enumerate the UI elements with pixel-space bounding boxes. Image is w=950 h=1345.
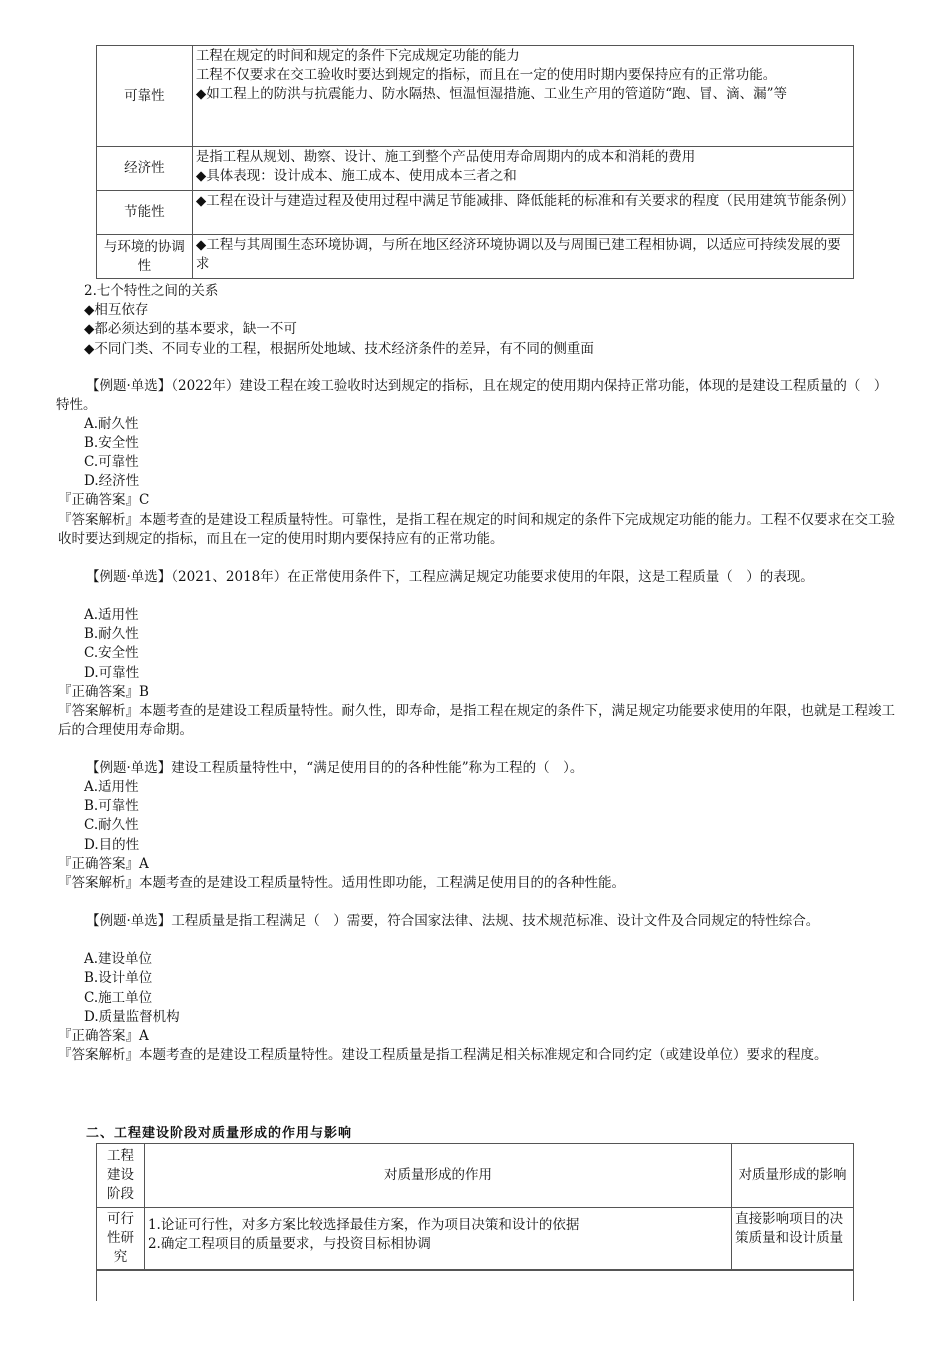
- row-label: 与环境的协调性: [97, 235, 193, 279]
- option-a: A.建设单位: [84, 951, 153, 967]
- header-impact: 对质量形成的影响: [732, 1144, 854, 1208]
- option-d: D.经济性: [84, 473, 140, 489]
- correct-answer: 『正确答案』A: [58, 856, 149, 872]
- option-a: A.适用性: [84, 607, 139, 623]
- answer-analysis: 『答案解析』本题考查的是建设工程质量特性。适用性即功能，工程满足使用目的的各种性能。: [58, 875, 625, 891]
- correct-answer: 『正确答案』A: [58, 1028, 149, 1044]
- question-stem: 【例题·单选】建设工程质量特性中，“满足使用目的的各种性能”称为工程的（ ）。: [86, 760, 584, 776]
- option-d: D.目的性: [84, 837, 140, 853]
- table-row: [97, 191, 854, 235]
- role-line: 2.确定工程项目的质量要求，与投资目标相协调: [147, 1236, 431, 1252]
- row-content: [192, 147, 853, 191]
- content-line: 是指工程从规划、勘察、设计、施工到整个产品使用寿命周期内的成本和消耗的费用: [195, 149, 696, 165]
- answer-analysis: 『答案解析』本题考查的是建设工程质量特性。建设工程质量是指工程满足相关标准规定和合同约定（或建设单位）要求的程度。: [58, 1047, 828, 1063]
- stages-table: [96, 1143, 854, 1270]
- option-c: C.施工单位: [84, 990, 153, 1006]
- content-line: ◆具体表现：设计成本、施工成本、使用成本三者之和: [195, 168, 517, 184]
- header-role: 对质量形成的作用: [144, 1144, 731, 1208]
- content-line: ◆如工程上的防洪与抗震能力、防水隔热、恒温恒湿措施、工业生产用的管道防“跑、冒、滴、漏”等: [195, 86, 787, 102]
- table-row: [97, 46, 854, 147]
- option-b: B.耐久性: [84, 626, 139, 642]
- content-line: ◆工程在设计与建造过程及使用过程中满足节能减排、降低能耗的标准和有关要求的程度（民用建筑节能条例）: [195, 193, 855, 209]
- option-d: D.可靠性: [84, 665, 140, 681]
- row-content: [192, 46, 853, 147]
- table-row: [97, 235, 854, 279]
- relation-item: ◆都必须达到的基本要求，缺一不可: [84, 321, 297, 337]
- option-c: C.可靠性: [84, 454, 139, 470]
- relation-item: ◆不同门类、不同专业的工程，根据所处地域、技术经济条件的差异，有不同的侧重面: [84, 341, 594, 357]
- row-label: 可靠性: [97, 46, 193, 147]
- role-line: 1.论证可行性，对多方案比较选择最佳方案，作为项目决策和设计的依据: [147, 1217, 580, 1233]
- content-line: ◆工程与其周围生态环境协调，与所在地区经济环境协调以及与周围已建工程相协调，以适应可持续发展的要求: [195, 237, 841, 272]
- relations-title: 2.七个特性之间的关系: [84, 283, 219, 299]
- option-b: B.安全性: [84, 435, 139, 451]
- characteristics-table: [96, 45, 854, 279]
- stage-cell: 可行性研究: [97, 1208, 145, 1270]
- answer-analysis: 『答案解析』本题考查的是建设工程质量特性。耐久性，即寿命，是指工程在规定的条件下，满足规定功能要求使用的年限，也就是工程竣工后的合理使用寿命期。: [58, 703, 895, 738]
- relation-item: ◆相互依存: [84, 302, 149, 318]
- impact-cell: 直接影响项目的决策质量和设计质量: [732, 1208, 854, 1270]
- option-c: C.安全性: [84, 645, 139, 661]
- option-d: D.质量监督机构: [84, 1009, 180, 1025]
- table-row: [97, 147, 854, 191]
- row-content: [192, 235, 853, 279]
- table-row: [97, 1208, 854, 1270]
- option-b: B.设计单位: [84, 970, 153, 986]
- option-b: B.可靠性: [84, 798, 139, 814]
- section-title: 二、工程建设阶段对质量形成的作用与影响: [86, 1126, 353, 1141]
- header-stage: 工程建设阶段: [97, 1144, 145, 1208]
- option-a: A.耐久性: [84, 416, 139, 432]
- question-stem: 【例题·单选】工程质量是指工程满足（ ）需要，符合国家法律、法规、技术规范标准、设计文件及合同规定的特性综合。: [86, 913, 820, 929]
- row-label: 经济性: [97, 147, 193, 191]
- option-c: C.耐久性: [84, 817, 139, 833]
- row-label: 节能性: [97, 191, 193, 235]
- question-stem: 【例题·单选】（2022年）建设工程在竣工验收时达到规定的指标，且在规定的使用期内保持正常功能，体现的是建设工程质量的（ ）特性。: [56, 378, 888, 413]
- row-content: [192, 191, 853, 235]
- answer-analysis: 『答案解析』本题考查的是建设工程质量特性。可靠性，是指工程在规定的时间和规定的条件下完成规定功能的能力。工程不仅要求在交工验收时要达到规定的指标，而且在一定的使用时期内要保持应有的正常功能。: [58, 512, 895, 547]
- correct-answer: 『正确答案』B: [58, 684, 149, 700]
- question-stem: 【例题·单选】（2021、2018年）在正常使用条件下，工程应满足规定功能要求使用的年限，这是工程质量（ ）的表现。: [86, 569, 814, 585]
- table-continuation: [96, 1270, 854, 1301]
- option-a: A.适用性: [84, 779, 139, 795]
- table-header-row: [97, 1144, 854, 1208]
- correct-answer: 『正确答案』C: [58, 492, 150, 508]
- role-cell: [144, 1208, 731, 1270]
- content-line: 工程在规定的时间和规定的条件下完成规定功能的能力: [195, 48, 520, 64]
- content-line: 工程不仅要求在交工验收时要达到规定的指标，而且在一定的使用时期内要保持应有的正常功能。: [195, 67, 777, 83]
